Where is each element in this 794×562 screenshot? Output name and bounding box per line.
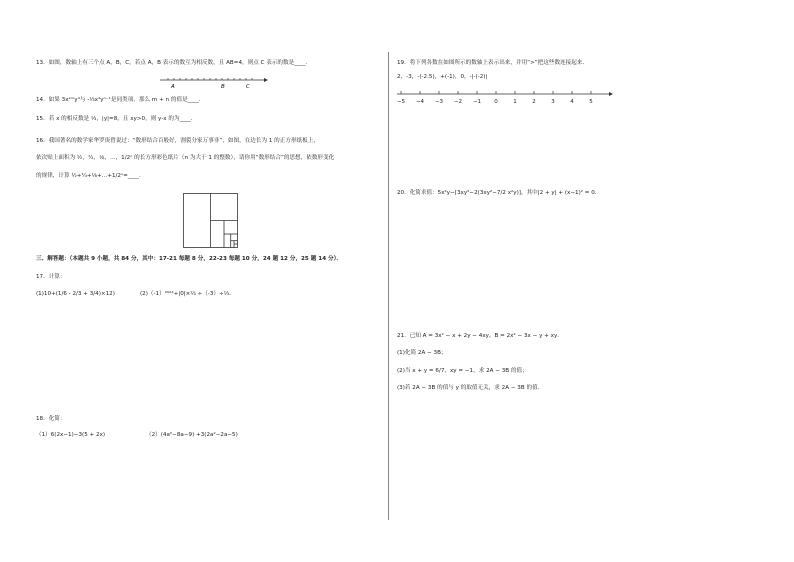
question-16-line3: 的规律，计算 ½+¼+⅛+…+1/2ⁿ=____． <box>36 173 145 179</box>
question-18-part2: （2）(4a²−8a−9) +3(2a²−2a−5) <box>146 432 238 438</box>
point-c-label: C <box>246 84 250 90</box>
q19-tick-label: −2 <box>453 99 463 105</box>
point-a-label: A <box>171 84 175 90</box>
section-3-heading: 三、解答题：（本题共 9 小题，共 84 分，其中：17-21 每题 8 分，22-23 每题 10 分，24 题 12 分，25 题 14 分）． <box>36 256 343 262</box>
q19-tick-label: 4 <box>570 99 574 105</box>
question-18-part1: （1）6(2x−1)−3(5 + 2x) <box>36 432 106 438</box>
question-21-part1: (1)化简 2A − 3B； <box>397 350 447 356</box>
q19-tick-label: 1 <box>513 99 517 105</box>
q19-tick-label: 5 <box>589 99 593 105</box>
question-14: 14．如果 3x²ᵐy⁴与 -⅓x⁴yⁿ⁻¹是同类项，那么 m + n 的值是____． <box>36 97 205 103</box>
question-21-part2: (2)当 x + y = 6/7，xy = −1，求 2A − 3B 的值； <box>397 368 528 374</box>
question-13: 13．如图，数轴上有三个点 A，B，C，若点 A，B 表示的数互为相反数，且 AB=4，则点 C 表示的数是____． <box>36 60 311 66</box>
question-21: 21．已知 A = 3x² − x + 2y − 4xy，B = 2x² − 3x − y + xy． <box>397 333 563 339</box>
q19-tick-label: 0 <box>494 99 498 105</box>
question-17-part1: (1)10+(1/6 - 2/3 + 3/4)×12) <box>36 291 115 297</box>
question-16-line1: 16．我国著名的数学家华罗庚曾说过：“数形结合百般好，割裂分家万事非”，如图，在边长为 1 的正方形纸板上， <box>36 138 319 144</box>
q19-tick-label: 3 <box>551 99 555 105</box>
q19-tick-label: −1 <box>472 99 482 105</box>
q19-tick-label: −4 <box>415 99 425 105</box>
q19-tick-label: −3 <box>434 99 444 105</box>
point-b-label: B <box>221 84 225 90</box>
question-18: 18．化简： <box>36 416 66 422</box>
number-line-q13 <box>160 74 270 90</box>
question-17: 17．计算： <box>36 274 66 280</box>
question-20: 20．化简求值：5x²y−[3xy²−2(3xy²−7/2 x²y)]，其中|2 + y| + (x−1)² = 0． <box>397 190 601 196</box>
square-figure <box>183 193 239 249</box>
q19-tick-label: −5 <box>396 99 406 105</box>
question-19: 19．将下列各数在如图所示的数轴上表示出来，并用“>”把这些数连接起来． <box>397 60 589 66</box>
question-19-numbers: 2，-3，-(-2.5)，+(-1)，0，-|-(-2)| <box>397 74 488 80</box>
q19-tick-label: 2 <box>532 99 536 105</box>
question-16-line2: 依次贴上面积为 ½，¼，⅛，…，1/2ⁿ 的长方形彩色纸片（n 为大于 1 的整数），请你用“数形结合”的思想，依数形变化 <box>36 155 335 161</box>
column-divider <box>388 52 389 520</box>
question-17-part2: (2)（-1）²⁰²⁴+|0|×⅔ ÷（-3）÷⅓． <box>140 291 235 297</box>
number-line-q19 <box>397 88 615 108</box>
question-21-part3: (3)若 2A − 3B 的值与 y 的取值无关，求 2A − 3B 的值． <box>397 385 544 391</box>
question-15: 15．若 x 的相反数是 ⅓，|y|=8，且 xy>0，则 y-x 的为____． <box>36 116 197 122</box>
